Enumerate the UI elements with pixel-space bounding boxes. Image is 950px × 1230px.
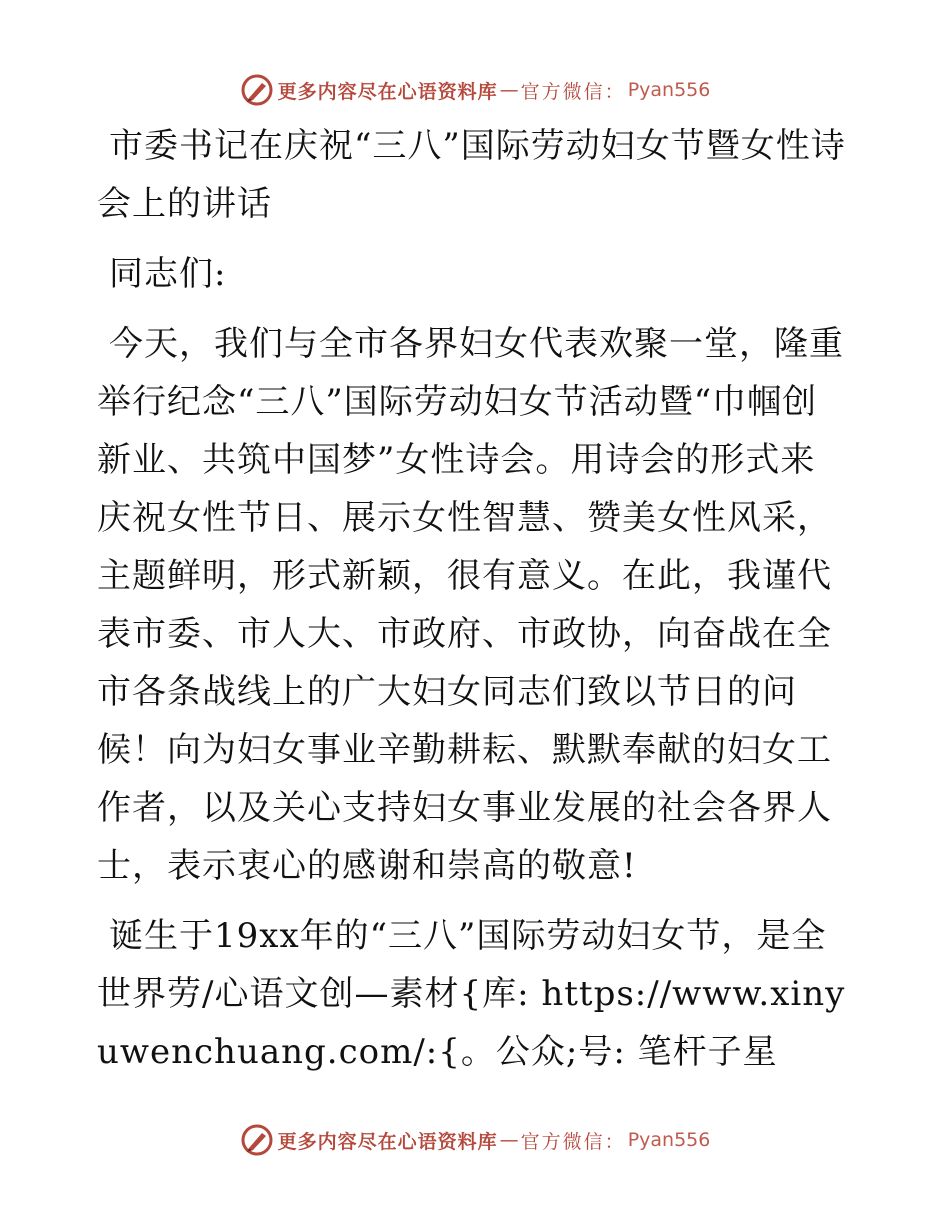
greeting: 同志们: (109, 254, 227, 294)
banner-official-label: 官方微信： (520, 1130, 626, 1153)
banner-wechat-id: Pyan556 (627, 1129, 711, 1151)
document-title: 市委书记在庆祝“三八”国际劳动妇女节暨女性诗会上的讲话 (97, 126, 846, 224)
pen-logo-icon (240, 73, 274, 107)
document-body (97, 117, 849, 1081)
banner-separator: — (499, 1129, 519, 1151)
pen-logo-icon (240, 1123, 274, 1157)
banner-wechat-id: Pyan556 (627, 79, 711, 101)
banner-main-text: 更多内容尽在心语资料库 (277, 1130, 498, 1153)
paragraph-2: 诞生于19xx年的“三八”国际劳动妇女节，是全世界劳/心语文创—素材{库: https://www.xinyuwenchuang.com/:{。公众;号: 笔杆子星 (97, 916, 846, 1072)
header-watermark-banner (0, 70, 950, 110)
paragraph-1: 今天，我们与全市各界妇女代表欢聚一堂，隆重举行纪念“三八”国际劳动妇女节活动暨“巾帼创新业、共筑中国梦”女性诗会。用诗会的形式来庆祝女性节日、展示女性智慧、赞美女性风采，主题鲜明，形式新颖，很有意义。在此，我谨代表市委、市人大、市政府、市政协，向奋战在全市各条战线上的广大妇女同志们致以节日的问候！向为妇女事业辛勤耕耘、默默奉献的妇女工作者，以及关心支持妇女事业发展的社会各界人士，表示衷心的感谢和崇高的敬意! (97, 324, 844, 886)
banner-official-label: 官方微信： (520, 80, 626, 103)
banner-main-text: 更多内容尽在心语资料库 (277, 80, 498, 103)
banner-separator: — (499, 79, 519, 101)
footer-watermark-banner (0, 1120, 950, 1160)
